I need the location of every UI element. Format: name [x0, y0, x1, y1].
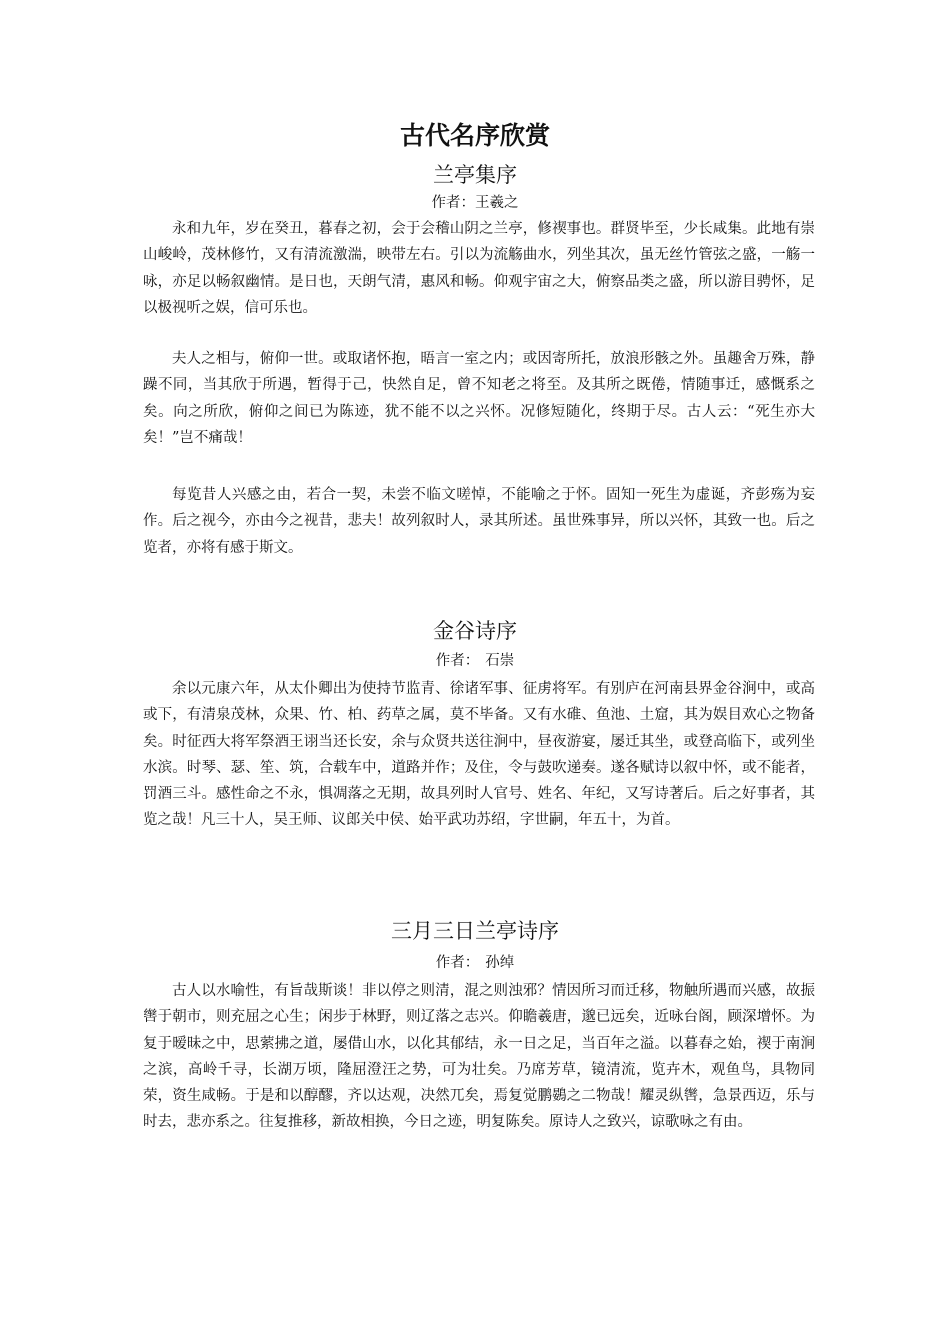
section-title-sanyuesanri: 三月三日兰亭诗序	[391, 919, 559, 943]
author-label: 作者：	[435, 955, 480, 971]
paragraph: 永和九年，岁在癸丑，暮春之初，会于会稽山阴之兰亭，修禊事也。群贤毕至，少长咸集。此地有崇山峻岭，茂林修竹，又有清流激湍，映带左右。引以为流觞曲水，列坐其次，虽无丝竹管弦之盛，一觞一咏，亦足以畅叙幽情。是日也，天朗气清，惠风和畅。仰观宇宙之大，俯察品类之盛，所以游目骋怀，足以极视听之娱，信可乐也。	[143, 221, 815, 316]
author-name: 石崇	[485, 653, 515, 669]
author-name: 王羲之	[475, 195, 519, 211]
section-title-jingu: 金谷诗序	[433, 619, 517, 643]
document-title: 古代名序欣赏	[399, 121, 550, 150]
author-label: 作者：	[435, 653, 480, 669]
paragraph: 每览昔人兴感之由，若合一契，未尝不临文嗟悼，不能喻之于怀。固知一死生为虚诞，齐彭殇为妄作。后之视今，亦由今之视昔，悲夫！故列叙时人，录其所述。虽世殊事异，所以兴怀，其致一也。后之览者，亦将有感于斯文。	[143, 487, 815, 556]
section-author-lanting	[0, 192, 950, 214]
section-title-lanting: 兰亭集序	[433, 163, 517, 187]
section-author-sanyuesanri	[0, 952, 950, 974]
author-label: 作者：	[431, 195, 475, 211]
section-author-jingu	[0, 650, 950, 672]
author-name: 孙绰	[485, 955, 515, 971]
paragraph: 余以元康六年，从太仆卿出为使持节监青、徐诸军事、征虏将军。有别庐在河南县界金谷涧中，或高或下，有清泉茂林，众果、竹、柏、药草之属，莫不毕备。又有水碓、鱼池、土窟，其为娱目欢心之物备矣。时征西大将军祭酒王诩当还长安，余与众贤共送往涧中，昼夜游宴，屡迁其坐，或登高临下，或列坐水滨。时琴、瑟、笙、筑，合载车中，道路并作；及住，令与鼓吹递奏。遂各赋诗以叙中怀，或不能者，罚酒三斗。感性命之不永，惧凋落之无期，故具列时人官号、姓名、年纪，又写诗著后。后之好事者，其览之哉！凡三十人，吴王师、议郎关中侯、始平武功苏绍，字世嗣，年五十，为首。	[143, 681, 815, 829]
paragraph: 古人以水喻性，有旨哉斯谈！非以停之则清，混之则浊邪？情因所习而迁移，物触所遇而兴感，故振辔于朝市，则充屈之心生；闲步于林野，则辽落之志兴。仰瞻羲唐，邈已远矣，近咏台阁，顾深增怀。为复于暧昧之中，思萦拂之道，屡借山水，以化其郁结，永一日之足，当百年之溢。以暮春之始，禊于南涧之滨，高岭千寻，长湖万顷，隆屈澄汪之势，可为壮矣。乃席芳草，镜清流，览卉木，观鱼鸟，具物同荣，资生咸畅。于是和以醇醪，齐以达观，决然兀矣，焉复觉鹏鷃之二物哉！耀灵纵辔，急景西迈，乐与时去，悲亦系之。往复推移，新故相换，今日之迹，明复陈矣。原诗人之致兴，谅歌咏之有由。	[143, 983, 815, 1131]
paragraph: 夫人之相与，俯仰一世。或取诸怀抱，晤言一室之内；或因寄所托，放浪形骸之外。虽趣舍万殊，静躁不同，当其欣于所遇，暂得于己，快然自足，曾不知老之将至。及其所之既倦，情随事迁，感慨系之矣。向之所欣，俯仰之间已为陈迹，犹不能不以之兴怀。况修短随化，终期于尽。古人云：“死生亦大矣！”岂不痛哉！	[143, 351, 815, 446]
